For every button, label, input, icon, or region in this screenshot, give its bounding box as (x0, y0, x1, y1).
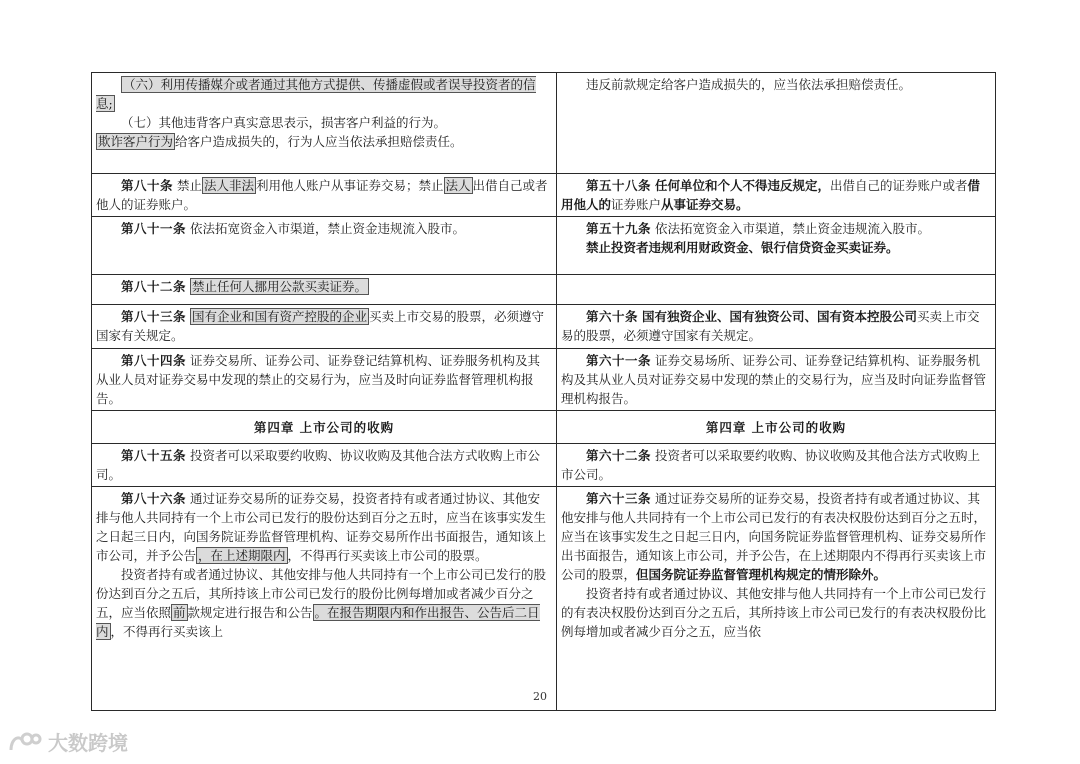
table-row (92, 217, 996, 275)
table-row (92, 487, 996, 711)
article-number: 第八十四条 (121, 353, 187, 368)
text-run: 依法拓宽资金入市渠道，禁止资金违规流入股市。 (651, 221, 930, 236)
highlighted-text: 禁止任何人挪用公款买卖证券。 (192, 279, 368, 294)
highlighted-text: （六）利用传播媒介或者通过其他方式提供、传播虚假或者误导投资者的信息; (96, 77, 536, 111)
paragraph (561, 176, 991, 214)
text-run: 国有独资企业、国有独资公司、国有资本控股公司 (642, 309, 918, 324)
left-cell (92, 305, 557, 349)
highlighted-text: 前 (173, 605, 186, 620)
page-number: 20 (533, 690, 547, 703)
highlighted-text: 国有企业和国有资产控股的企业 (192, 309, 368, 324)
watermark-text: 大数跨境 (48, 731, 128, 755)
paragraph (96, 75, 552, 113)
left-cell (92, 444, 557, 487)
paragraph (561, 75, 991, 94)
right-cell (557, 349, 996, 411)
paragraph (96, 351, 552, 408)
highlighted-text: 欺诈客户行为 (98, 134, 174, 149)
left-cell (92, 487, 557, 711)
comparison-table (91, 72, 996, 711)
article-number: 第五十八条 (586, 178, 652, 193)
table-row (92, 275, 996, 305)
text-run: 证券账户 (611, 197, 662, 212)
article-number: 第五十九条 (586, 221, 652, 236)
text-run: 禁止 (173, 178, 202, 193)
right-cell (557, 305, 996, 349)
paragraph (96, 489, 552, 565)
highlighted-text: ，在上述期限内 (198, 548, 286, 563)
article-number: 第八十五条 (121, 448, 187, 463)
text-run: 投资者持有或者通过协议、其他安排与他人共同持有一个上市公司已发行的有表决权股份达到百分之五后，其所持该上市公司已发行的有表决权股份比例每增加或者减少百分之五，应当依 (561, 586, 987, 639)
article-number: 第八十六条 (121, 491, 187, 506)
paragraph (561, 584, 991, 641)
right-cell (557, 174, 996, 217)
paragraph (561, 446, 991, 484)
left-cell (92, 275, 557, 305)
highlighted-text: 。在报告期限内和作出报告、公告后二日内 (96, 605, 540, 639)
text-run: 投资者可以采取要约收购、协议收购及其他合法方式收购上市公司。 (96, 448, 540, 482)
article-number: 第六十条 (586, 309, 639, 324)
text-run: 利用他人账户从事证券交易；禁止 (256, 178, 444, 193)
text-run: 任何单位和个人不得违反规定， (655, 178, 831, 193)
right-cell (557, 217, 996, 275)
left-cell (92, 174, 557, 217)
text-run: 违反前款规定给客户造成损失的，应当依法承担赔偿责任。 (586, 77, 912, 92)
watermark-logo-icon (8, 730, 42, 754)
paragraph (561, 219, 991, 238)
text-run: 买卖上市交易的股票，必须遵守国家有关规定。 (96, 309, 545, 343)
text-run: 给客户造成损失的，行为人应当依法承担赔偿责任。 (175, 134, 463, 149)
text-run: 买卖上市交易的股票，必须遵守国家有关规定。 (561, 309, 980, 343)
watermark (8, 727, 128, 756)
chapter-heading: 第四章 上市公司的收购 (92, 411, 557, 444)
text-run: 从事证券交易。 (661, 197, 749, 212)
table-row (92, 444, 996, 487)
text-run: 通过证券交易所的证券交易，投资者持有或者通过协议、其他安排与他人共同持有一个上市公司已发行的股份达到百分之五时，应当在该事实发生之日起三日内，向国务院证券监督管理机构、证券交易所作出书面报告，通知该上市公司，并予公告 (96, 491, 547, 563)
paragraph (561, 238, 991, 257)
text-run: 证券交易场所、证券公司、证券登记结算机构、证券服务机构及其从业人员对证券交易中发现的禁止的交易行为，应当及时向证券监督管理机构报告。 (561, 353, 987, 406)
paragraph (96, 176, 552, 214)
right-cell (557, 487, 996, 711)
paragraph (96, 113, 552, 132)
text-run: 借用他人的 (561, 178, 981, 212)
article-number: 第六十二条 (586, 448, 652, 463)
text-run: 出借自己的证券账户或者 (830, 178, 968, 193)
left-cell (92, 217, 557, 275)
paragraph (96, 132, 552, 151)
table-row (92, 305, 996, 349)
text-run: 依法拓宽资金入市渠道，禁止资金违规流入股市。 (186, 221, 465, 236)
paragraph (96, 307, 552, 345)
paragraph (96, 277, 552, 296)
paragraph (561, 351, 991, 408)
article-number: 第六十三条 (586, 491, 652, 506)
paragraph (561, 307, 991, 345)
table-row (92, 73, 996, 174)
right-cell (557, 275, 996, 305)
text-run: 通过证券交易所的证券交易，投资者持有或者通过协议、其他安排与他人共同持有一个上市公司已发行的有表决权股份达到百分之五时，应当在该事实发生之日起三日内，向国务院证券监督管理机构、证券交易所作出书面报告，通知该上市公司，并予公告，在上述期限内不得再行买卖该上市公司的股票， (561, 491, 987, 582)
article-number: 第八十二条 (121, 279, 187, 294)
text-run: 款规定进行报告和公告 (187, 605, 313, 620)
table-row (92, 411, 996, 444)
article-number: 第八十一条 (121, 221, 187, 236)
text-run: （七）其他违背客户真实意思表示，损害客户利益的行为。 (121, 115, 447, 130)
paragraph (96, 446, 552, 484)
article-number: 第八十三条 (121, 309, 187, 324)
text-run: 出借自己或者他人的证券账户。 (96, 178, 548, 212)
text-run: 证券交易所、证券公司、证券登记结算机构、证券服务机构及其从业人员对证券交易中发现的禁止的交易行为，应当及时向证券监督管理机构报告。 (96, 353, 540, 406)
paragraph (96, 565, 552, 641)
article-number: 第八十条 (121, 178, 174, 193)
left-cell (92, 73, 557, 174)
left-cell (92, 349, 557, 411)
right-cell (557, 444, 996, 487)
text-run: 投资者持有或者通过协议、其他安排与他人共同持有一个上市公司已发行的股份达到百分之五后，其所持该上市公司已发行的股份比例每增加或者减少百分之五，应当依照 (96, 567, 547, 620)
paragraph (561, 489, 991, 584)
text-run: 投资者可以采取要约收购、协议收购及其他合法方式收购上市公司。 (561, 448, 980, 482)
table-row (92, 349, 996, 411)
text-run: 禁止投资者违规利用财政资金、银行信贷资金买卖证券。 (586, 240, 899, 255)
table-row (92, 174, 996, 217)
paragraph (96, 219, 552, 238)
text-run: ，不得再行买卖该上市公司的股票。 (287, 548, 488, 563)
highlighted-text: 法人非法 (204, 178, 255, 193)
chapter-heading: 第四章 上市公司的收购 (557, 411, 996, 444)
article-number: 第六十一条 (586, 353, 652, 368)
text-run: ，不得再行买卖该上 (110, 624, 224, 639)
text-run: 但国务院证券监督管理机构规定的情形除外。 (636, 567, 887, 582)
highlighted-text: 法人 (445, 178, 471, 193)
right-cell (557, 73, 996, 174)
